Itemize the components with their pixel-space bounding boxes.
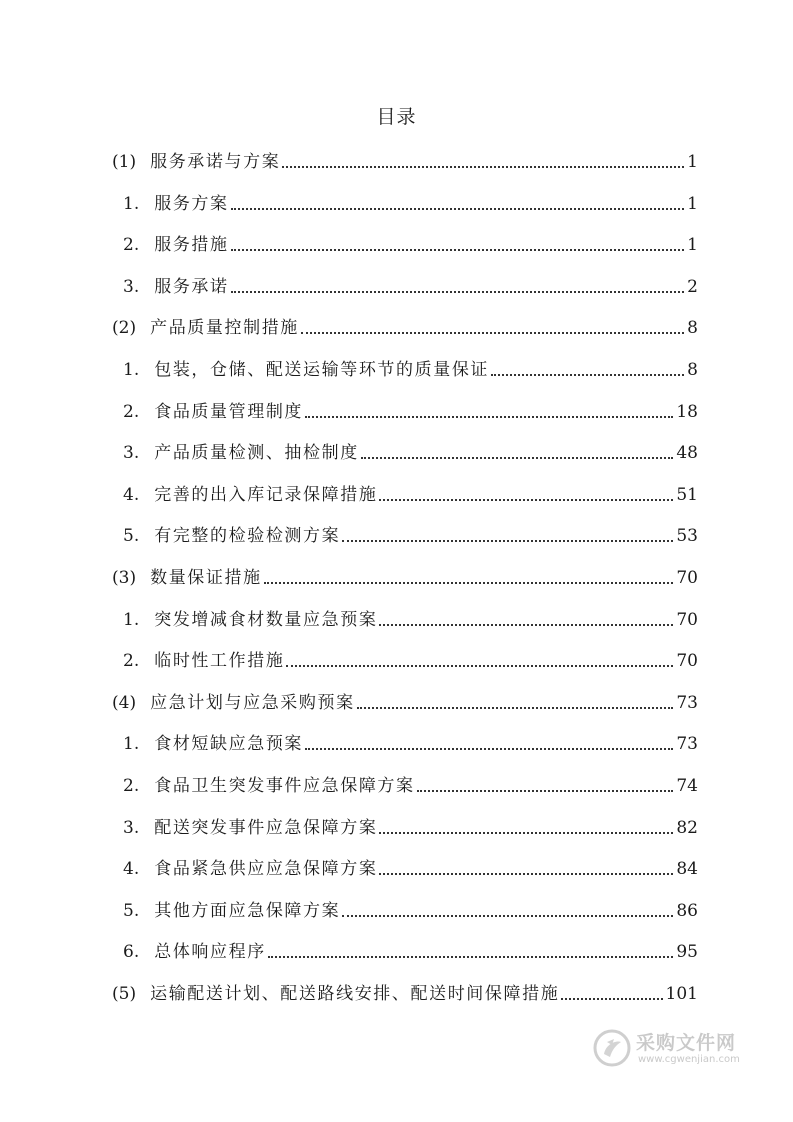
- toc-entry[interactable]: [123, 394, 698, 422]
- toc-number: 4.: [123, 484, 140, 505]
- toc-number: 1.: [123, 360, 140, 380]
- toc-number: 6.: [123, 942, 140, 963]
- dot-leader: [357, 707, 674, 709]
- dot-leader: [231, 249, 685, 251]
- dot-leader: [379, 499, 673, 501]
- toc-page-number: 48: [676, 443, 698, 464]
- toc-number: (4): [112, 692, 137, 713]
- dot-leader: [561, 998, 662, 1000]
- toc-entry[interactable]: [112, 560, 698, 588]
- toc-page-number: 84: [676, 859, 698, 880]
- toc-text: 食品卫生突发事件应急保障方案: [154, 776, 415, 796]
- toc-text: 食材短缺应急预案: [154, 734, 304, 755]
- toc-entry[interactable]: [123, 934, 698, 962]
- toc-number: 2.: [123, 776, 140, 796]
- toc-page-number: 2: [687, 276, 698, 297]
- toc-entry[interactable]: [123, 602, 698, 630]
- toc-number: (3): [112, 568, 137, 588]
- toc-entry[interactable]: [123, 518, 698, 546]
- dot-leader: [264, 582, 674, 584]
- toc-page-number: 53: [676, 526, 698, 547]
- watermark: [592, 1026, 752, 1074]
- toc-text: 数量保证措施: [150, 568, 262, 588]
- toc-text: 食品紧急供应应急保障方案: [154, 859, 378, 880]
- toc-page-number: 70: [676, 609, 698, 630]
- dot-leader: [417, 790, 674, 792]
- toc-text: 食品质量管理制度: [154, 401, 304, 422]
- toc-page-number: 95: [676, 942, 698, 963]
- toc-entry[interactable]: [123, 435, 698, 463]
- toc-entry[interactable]: [112, 976, 698, 1004]
- dot-leader: [491, 374, 684, 376]
- toc-entry[interactable]: [112, 685, 698, 713]
- toc-entry[interactable]: [123, 269, 698, 297]
- dot-leader: [379, 832, 673, 834]
- toc-page-number: 101: [665, 984, 698, 1004]
- toc-number: 1.: [123, 193, 140, 214]
- toc-page-number: 1: [687, 235, 698, 256]
- toc-page-number: 70: [676, 568, 698, 588]
- toc-number: (2): [112, 318, 137, 339]
- toc-page-number: 1: [687, 193, 698, 214]
- watermark-url: www.cgwenjian.com: [638, 1054, 740, 1065]
- dot-leader: [342, 540, 673, 542]
- toc-text: 运输配送计划、配送路线安排、配送时间保障措施: [150, 984, 560, 1004]
- toc-text: 总体响应程序: [154, 942, 266, 963]
- toc-text: 产品质量控制措施: [150, 318, 299, 339]
- toc-number: 4.: [123, 859, 140, 880]
- toc-number: 3.: [123, 443, 140, 464]
- toc-entry[interactable]: [123, 768, 698, 796]
- toc-number: 3.: [123, 817, 140, 838]
- watermark-name: 采购文件网: [636, 1032, 737, 1054]
- toc-number: (1): [112, 152, 137, 172]
- toc-entry[interactable]: [123, 643, 698, 671]
- dot-leader: [305, 416, 673, 418]
- toc-entry[interactable]: [112, 310, 698, 338]
- toc-page-number: 8: [687, 360, 698, 380]
- toc-entry[interactable]: [123, 851, 698, 879]
- dot-leader: [379, 873, 673, 875]
- toc-text: 应急计划与应急采购预案: [150, 692, 355, 713]
- dot-leader: [286, 665, 673, 667]
- toc-text: 产品质量检测、抽检制度: [154, 443, 359, 464]
- toc-number: 2.: [123, 401, 140, 422]
- dot-leader: [379, 624, 673, 626]
- toc-entry[interactable]: [123, 893, 698, 921]
- toc-entry[interactable]: [112, 144, 698, 172]
- toc-entry[interactable]: [123, 810, 698, 838]
- toc-page-number: 73: [676, 734, 698, 755]
- toc-text: 服务措施: [154, 235, 229, 256]
- toc-entry[interactable]: [123, 186, 698, 214]
- toc-text: 突发增减食材数量应急预案: [154, 609, 378, 630]
- toc-text: 服务承诺与方案: [150, 152, 281, 172]
- toc-number: (5): [112, 984, 137, 1004]
- toc-page-number: 8: [687, 318, 698, 339]
- dot-leader: [342, 915, 673, 917]
- toc-entry[interactable]: [123, 477, 698, 505]
- toc-page-number: 82: [676, 817, 698, 838]
- toc-number: 1.: [123, 609, 140, 630]
- toc-text: 有完整的检验检测方案: [154, 526, 341, 547]
- toc-number: 3.: [123, 276, 140, 297]
- dot-leader: [268, 956, 674, 958]
- toc-page-number: 18: [676, 401, 698, 422]
- toc-entry[interactable]: [123, 227, 698, 255]
- toc-number: 5.: [123, 526, 140, 547]
- toc-number: 2.: [123, 235, 140, 256]
- toc-number: 1.: [123, 734, 140, 755]
- toc-text: 服务承诺: [154, 276, 229, 297]
- toc-page-number: 74: [676, 776, 698, 796]
- toc-text: 完善的出入库记录保障措施: [154, 484, 378, 505]
- toc-page-number: 86: [676, 900, 698, 921]
- toc-page-number: 1: [687, 152, 698, 172]
- dot-leader: [361, 457, 674, 459]
- toc-text: 服务方案: [154, 193, 229, 214]
- toc-page-number: 51: [676, 484, 698, 505]
- watermark-logo-icon: [592, 1028, 632, 1068]
- toc-entry[interactable]: [123, 726, 698, 754]
- toc-number: 2.: [123, 651, 140, 672]
- dot-leader: [301, 332, 684, 334]
- dot-leader: [231, 291, 685, 293]
- toc-text: 其他方面应急保障方案: [154, 900, 341, 921]
- toc-number: 5.: [123, 900, 140, 921]
- toc-entry[interactable]: [123, 352, 698, 380]
- dot-leader: [231, 208, 685, 210]
- toc-text: 临时性工作措施: [154, 651, 285, 672]
- toc-text: 包装，仓储、配送运输等环节的质量保证: [154, 360, 490, 380]
- toc-text: 配送突发事件应急保障方案: [154, 817, 378, 838]
- dot-leader: [282, 166, 684, 168]
- page-title: 目录: [376, 106, 417, 128]
- toc-page-number: 73: [676, 692, 698, 713]
- dot-leader: [305, 748, 673, 750]
- toc-page-number: 70: [676, 651, 698, 672]
